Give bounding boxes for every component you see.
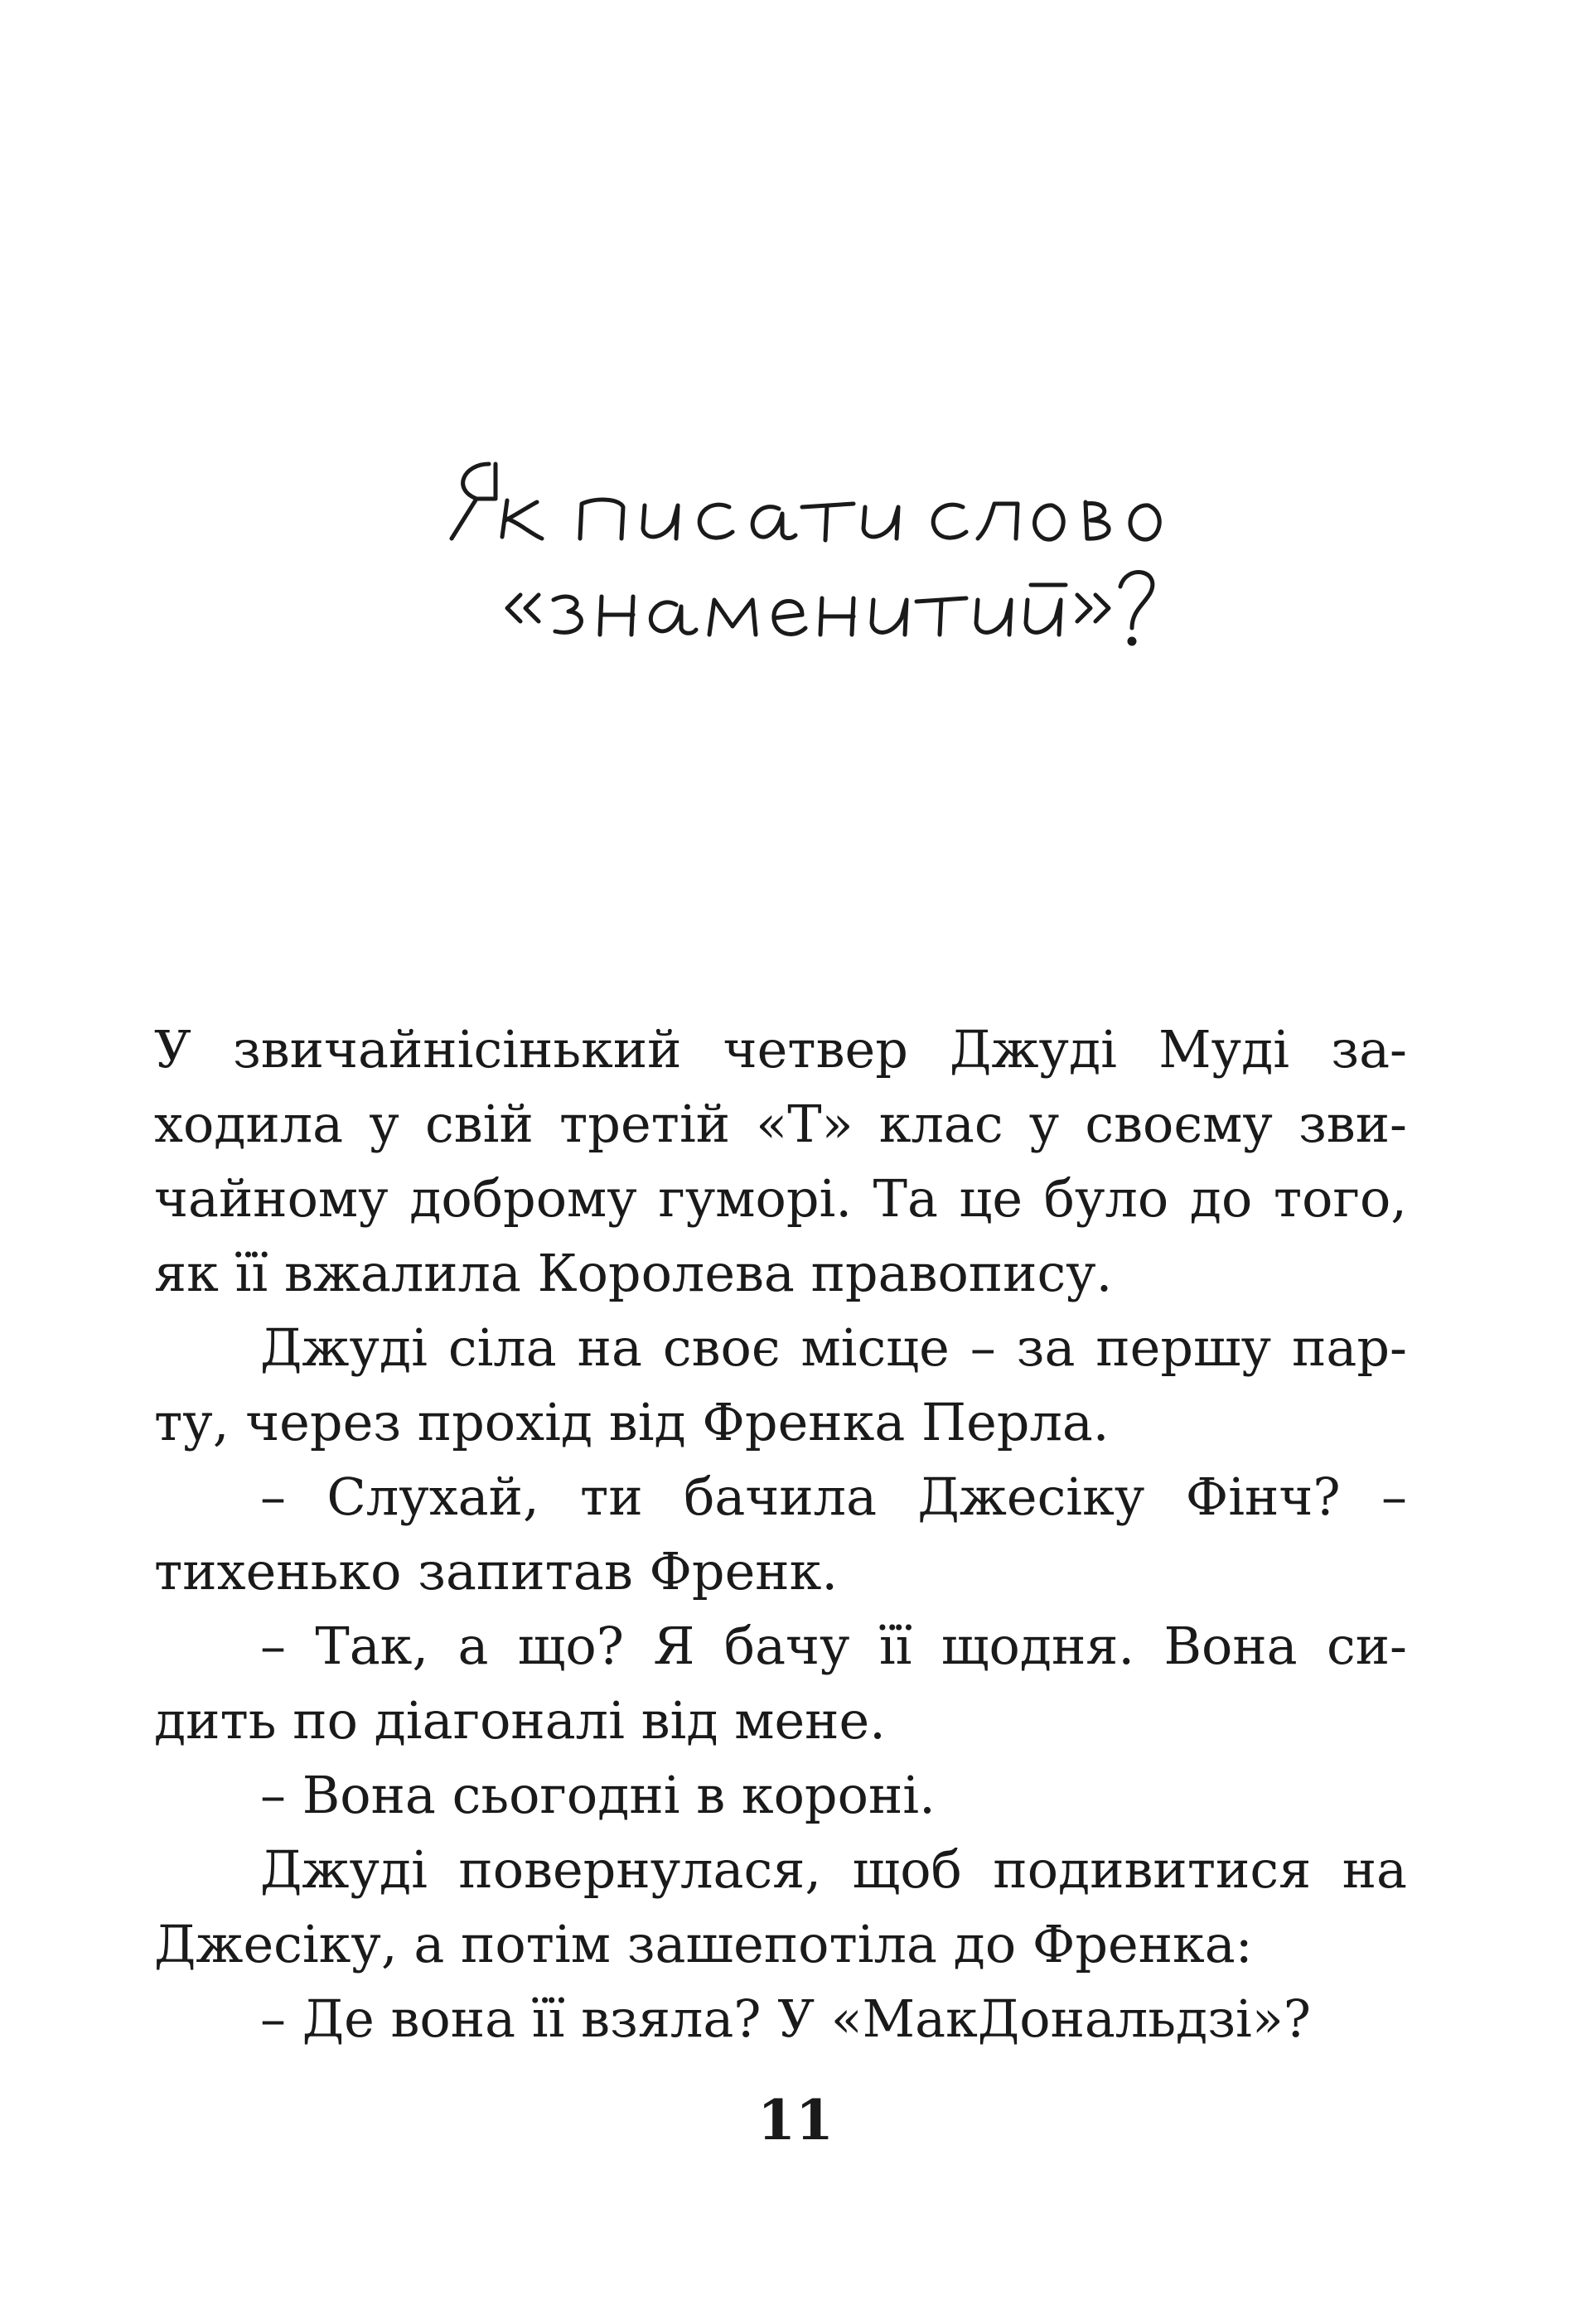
- body-line: ту, через прохід від Френка Перла.: [154, 1392, 1110, 1452]
- body-line: як її вжалила Королева правопису.: [154, 1243, 1113, 1303]
- body-line: – Вона сьогодні в короні.: [260, 1765, 936, 1825]
- page-number: 11: [757, 2088, 834, 2152]
- body-text: [154, 1012, 1407, 2056]
- body-line: – Слухай, ти бачила Джесіку Фінч? –: [260, 1466, 1407, 1527]
- body-line: тихенько запитав Френк.: [154, 1541, 839, 1602]
- body-line: – Де вона її взяла? У «МакДональдзі»?: [260, 1988, 1312, 2049]
- body-line: чайному доброму гуморі. Та це було до того,: [154, 1168, 1407, 1229]
- body-line: У звичайнісінький четвер Джуді Муді за-: [154, 1019, 1407, 1080]
- body-line: дить по діагоналі від мене.: [154, 1690, 886, 1751]
- body-line: Джесіку, а потім зашепотіла до Френка:: [154, 1914, 1253, 1974]
- handwritten-title-drawing: [0, 431, 1591, 679]
- body-line: ходила у свій третій «Т» клас у своєму зви-: [154, 1094, 1407, 1154]
- body-line: Джуді сіла на своє місце – за першу пар-: [260, 1317, 1407, 1378]
- chapter-title: [0, 431, 1591, 679]
- body-line: Джуді повернулася, щоб подивитися на: [260, 1839, 1407, 1900]
- body-line: – Так, а що? Я бачу її щодня. Вона си-: [260, 1616, 1407, 1676]
